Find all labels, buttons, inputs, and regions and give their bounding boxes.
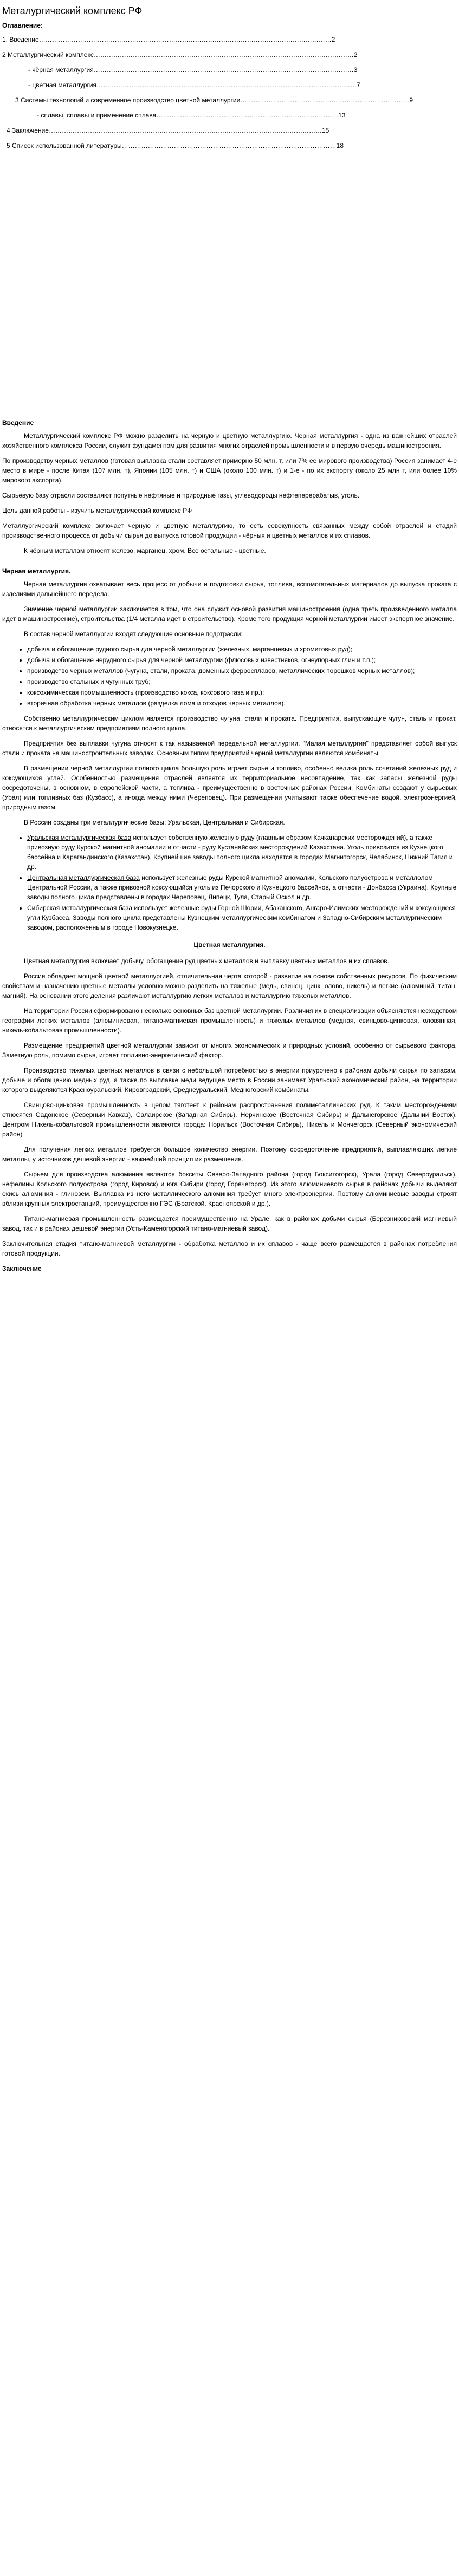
toc-item-ferrous[interactable]: [2, 65, 457, 75]
toc-item-page: 13: [338, 112, 346, 119]
document-page: [0, 0, 459, 1273]
section-heading: Введение: [2, 419, 34, 427]
paragraph: Сырьевую базу отрасли составляют попутные нефтяные и природные газы, углеводороды нефтеперерабатыв, уголь.: [2, 492, 360, 499]
toc-item-label: 1. Введение: [2, 36, 39, 43]
list-item: • вторичная обработка черных металлов (разделка лома и отходов черных металлов).: [27, 698, 457, 708]
ferrous-section: [2, 566, 457, 932]
toc-item-nonferrous[interactable]: [2, 80, 457, 90]
toc-item-page: 18: [336, 142, 344, 149]
base-description: использует железные руды Горной Шории, Абаканского, Ангаро-Илимских месторождений и коксующиеся угли Кузбасса. Заводы полного цикла представлены Кузнецким металлургическим комбинатом и Западно-Сибирским металлургическим заводом, расположенным в городе Новокузнецке.: [27, 904, 456, 931]
toc-leader-dots: ………………………………………………………………………………………………………………: [48, 127, 322, 134]
list-item: • добыча и обогащение нерудного сырья для черной металлургии (флюсовых известняков, огнеупорных глин и т.п.);: [27, 655, 457, 665]
section-heading: Черная металлургия.: [2, 567, 71, 575]
base-name: Сибирская металлургическая база: [27, 904, 133, 912]
toc-leader-dots: …………………………………………………………………………………………………………: [96, 81, 357, 89]
paragraph: Черная металлургия охватывает весь процесс от добычи и подготовки сырья, топлива, вспомогательных материалов до выпуска проката с изделиями дальнейшего передела.: [2, 580, 457, 598]
toc-item-label: 4 Заключение: [7, 127, 49, 134]
toc-item-label: 2 Металлургический комплекс: [2, 51, 94, 58]
list-item: [27, 873, 457, 902]
toc-item-page: 9: [409, 96, 413, 104]
toc-leader-dots: ………………………………………………………………………………………………………………………: [38, 36, 332, 43]
paragraph: В России созданы три металлургические базы: Уральская, Центральная и Сибирская.: [24, 819, 285, 826]
toc-item-page: 3: [353, 66, 358, 74]
toc-item-page: 2: [353, 51, 358, 58]
paragraph: На территории России сформировано несколько основных баз цветной металлургии. Различия их в специализации объясняются несходством географии легких металлов (алюминиевая, титано-магниевая промышленность) и тяжелых металлов (медная, свинцово-цинковая, оловянная, никель-кобальтовая промышленности).: [2, 1007, 457, 1034]
paragraph: Заключительная стадия титано-магниевой металлургии - обработка металлов и их сплавов - чаще всего размещается в районах потребления готовой продукции.: [2, 1240, 457, 1257]
toc-item-conclusion[interactable]: [2, 126, 457, 135]
paragraph: К чёрным металлам относят железо, марганец, хром. Все остальные - цветные.: [24, 547, 266, 554]
list-item: • производство черных металлов (чугуна, стали, проката, доменных ферросплавов, металлических порошков черных металлов);: [27, 666, 457, 676]
list-item: • коксохимическая промышленность (производство кокса, коксового газа и пр.);: [27, 688, 457, 697]
toc-item-page: 15: [321, 127, 329, 134]
paragraph: Металлургический комплекс РФ можно разделить на черную и цветную металлургию. Черная металлургия - одна из важнейших отраслей хозяйственного комплекса России, служит фундаментом для развития многих отраслей промышленности и в первую очередь машиностроения.: [2, 432, 457, 449]
paragraph: Титано-магниевая промышленность размещается преимущественно на Урале, как в районах добычи сырья (Березниковский магниевый завод, так и в районах дешевой энергии (Усть-Каменогорский титано-магниевый завод).: [2, 1215, 457, 1232]
base-description: использует собственную железную руду (главным образом Качканарских месторождений), а также привозную руду Курской магнитной аномалии и отчасти - руду Кустанайских месторождений Казахстана. Уголь привозится из Кузнецкого бассейна и Карагандинского (Казахстан). Крупнейшие заводы полного цикла находятся в городах Магнитогорск, Челябинск, Нижний Тагил и др.: [27, 834, 453, 871]
metallurgical-bases-list: [2, 833, 457, 932]
toc-item-page: 2: [331, 36, 335, 43]
paragraph: Размещение предприятий цветной металлургии зависит от многих экономических и природных условий, особенно от сырьевого фактора. Заметную роль, помимо сырья, играет топливно-энергетический фактор.: [2, 1042, 457, 1059]
paragraph: Предприятия без выплавки чугуна относят к так называемой передельной металлургии. "Малая металлургия" представляет собой выпуск стали и проката на машиностроительных заводах. Основным типом предприятий черной металлургии являются комбинаты.: [2, 740, 457, 757]
paragraph: Цель данной работы - изучить металлургический комплекс РФ: [2, 507, 192, 514]
base-name: Уральская металлургическая база: [27, 834, 132, 841]
toc-leader-dots: ……………………………………………………………………: [240, 96, 410, 104]
toc-leader-dots: …………………………………………………………………………………………………………: [93, 66, 354, 74]
paragraph: Собственно металлургическим циклом является производство чугуна, стали и проката. Предприятия, выпускающие чугун, сталь и прокат, относятся к металлургическим предприятиям полного цикла.: [2, 715, 457, 732]
table-of-contents: [2, 35, 457, 151]
paragraph: Производство тяжелых цветных металлов в связи с небольшой потребностью в энергии приурочено к районам добычи сырья по запасам, добыче и обогащению медных руд, а также по выплавке меди ведущее место в России занимает Уральский экономический район, на территории которого выделяются Красноуральский, Кировградский, Среднеуральский, Медногорский комбинаты.: [2, 1067, 457, 1094]
toc-item-label: 5 Список использованной литературы: [7, 142, 122, 149]
base-description: использует железные руды Курской магнитной аномалии, Кольского полуострова и металлолом Центральной России, а также привозной коксующийся уголь из Печорского и Кузнецкого бассейнов, а отчасти - Донбасса (Украина). Крупные заводы полного цикла представлены в городах Череповец, Липецк, Тула, Старый Оскол и др.: [27, 874, 457, 901]
toc-item-technologies[interactable]: [2, 95, 457, 105]
paragraph: Цветная металлургия включает добычу, обогащение руд цветных металлов и выплавку цветных металлов и их сплавов.: [24, 957, 389, 965]
paragraph: В размещении черной металлургии полного цикла большую роль играет сырье и топливо, особенно велика роль сочетаний железных руд и коксующихся углей. Особенностью размещения отраслей является их территориальное несовпадение, так как запасы железной руды сосредоточены, в основном, в европейской части, а топлива - преимущественно в восточных районах России. Комбинаты создают у сырьевых (Урал) или топливных баз (Кузбасс), а иногда между ними (Череповец). При размещении учитывают также обеспечение водой, электроэнергией, природным газом.: [2, 764, 457, 811]
toc-leader-dots: …………………………………………………………………………: [156, 112, 339, 119]
nonferrous-section: [2, 940, 457, 1258]
paragraph: По производству черных металлов (готовая выплавка стали составляет примерно 50 млн. т, или 7% ее мирового производства) Россия занимает 4-е место в мире - после Китая (107 млн. т), Японии (105 млн. т) и США (около 100 млн. т) и 1-е - по их экспорту (около 25 млн т, или более 10% мирового экспорта).: [2, 457, 457, 484]
paragraph: Значение черной металлургии заключается в том, что она служит основой развития машиностроения (одна треть произведенного металла идет в машиностроение), строительства (1/4 металла идет в строительство). Кроме того продукция черной металлургии имеет экспортное значение.: [2, 605, 457, 623]
introduction-section: [2, 418, 457, 555]
document-title: Металургический комплекс РФ: [2, 5, 143, 16]
toc-item-label: - сплавы, сплавы и применение сплава: [37, 112, 157, 119]
toc-item-introduction[interactable]: [2, 35, 457, 44]
list-item: [27, 903, 457, 932]
base-name: Центральная металлургическая база: [27, 874, 140, 881]
section-heading: Цветная металлургия.: [193, 941, 266, 949]
section-heading: Заключение: [2, 1265, 42, 1272]
subsector-list: [2, 644, 457, 708]
list-item: [27, 833, 457, 872]
toc-item-references[interactable]: [2, 141, 457, 151]
list-item: • производство стальных и чугунных труб;: [27, 677, 457, 687]
toc-heading: Оглавление:: [2, 22, 43, 29]
toc-item-alloys[interactable]: [2, 110, 457, 120]
page-break-gap: [2, 156, 457, 413]
toc-item-label: - чёрная металлургия: [28, 66, 94, 74]
conclusion-section: [2, 1264, 457, 1273]
paragraph: В состав черной металлургии входят следующие основные подотрасли:: [24, 630, 243, 638]
paragraph: Металлургический комплекс включает черную и цветную металлургию, то есть совокупность связанных между собой отраслей и стадий производственного процесса от добычи сырья до выпуска готовой продукции - чёрных и цветных металлов и их сплавов.: [2, 522, 457, 539]
paragraph: Свинцово-цинковая промышленность в целом тяготеет к районам распространения полиметаллических руд. К таким месторождениям относятся Садонское (Северный Кавказ), Салаирское (Западная Сибирь), Нерчинское (Восточная Сибирь) и Дальнегорское (Дальний Восток). Центром Никель-кобальтовой промышленности являются города: Норильск (Восточная Сибирь), Никель и Мончегорск (Северный экономический район): [2, 1101, 457, 1138]
paragraph: Сырьем для производства алюминия являются бокситы Северо-Западного района (город Бокситогорск), Урала (город Североуральск), нефелины Кольского полуострова (город Кировск) и юга Сибири (город Горячегорск). Из этого алюминиевого сырья в районах добычи выделяют окись алюминия - глинозем. Выплавка из него металлического алюминия требует много электроэнергии. Поэтому алюминиевые заводы строят вблизи крупных электростанций, преимущественно ГЭС (Братской, Красноярской и др.).: [2, 1171, 457, 1207]
toc-leader-dots: …………………………………………………………………………………………………………: [93, 51, 354, 58]
toc-item-page: 7: [357, 81, 360, 89]
toc-leader-dots: ………………………………………………………………………………………: [121, 142, 337, 149]
paragraph: Россия обладает мощной цветной металлургией, отличительная черта которой - развитие на основе собственных ресурсов. По физическим свойствам и назначению цветные металлы условно можно разделить на тяжелые (медь, свинец, цинк, олово, никель) и легкие (алюминий, титан, магний). На основании этого деления различают металлургию легких металлов и металлургию тяжелых металлов.: [2, 972, 457, 999]
list-item: • добыча и обогащение рудного сырья для черной металлургии (железных, марганцевых и хромитовых руд);: [27, 644, 457, 654]
toc-item-label: 3 Системы технологий и современное производство цветной металлургии: [15, 96, 241, 104]
paragraph: Для получения легких металлов требуется большое количество энергии. Поэтому сосредоточение предприятий, выплавляющих легкие металлы, у источников дешевой энергии - важнейший принцип их размещения.: [2, 1146, 457, 1163]
toc-item-label: - цветная металлургия: [28, 81, 97, 89]
toc-item-metallurgical-complex[interactable]: [2, 50, 457, 60]
